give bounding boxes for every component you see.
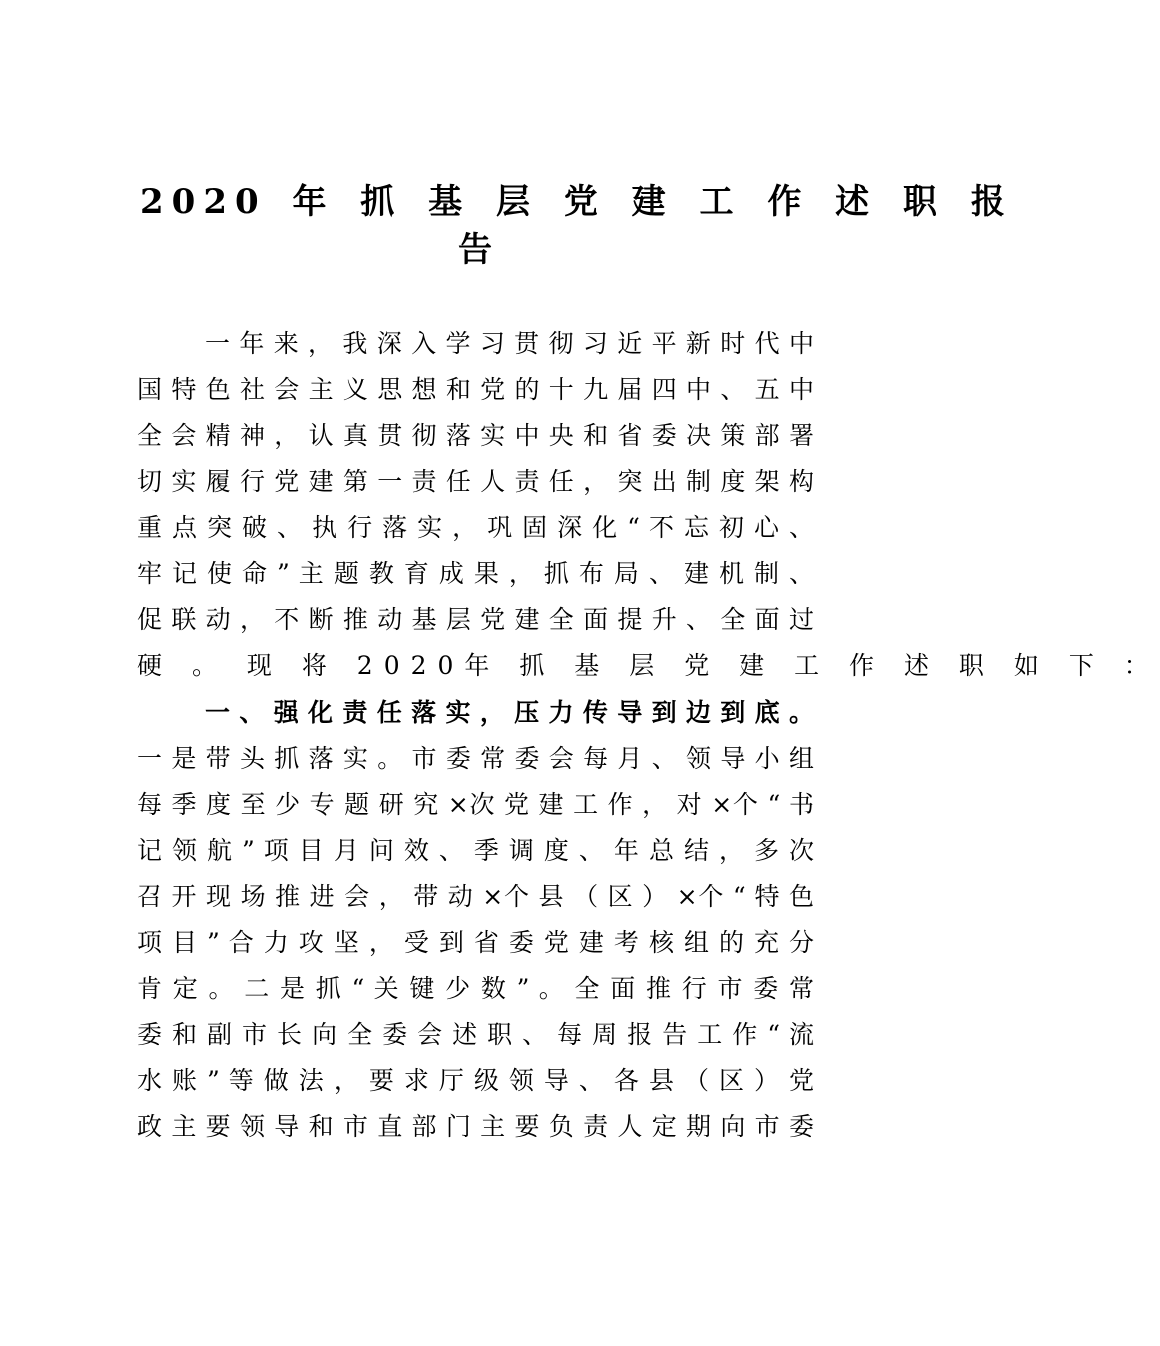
body-line-3: 全 会 精 神 ， 认 真 贯 彻 落 实 中 央 和 省 委 决 策 部 署 <box>137 421 814 450</box>
body-line-1: 一 年 来 ， 我 深 入 学 习 贯 彻 习 近 平 新 时 代 中 <box>205 329 814 358</box>
body-line-10: 一 是 带 头 抓 落 实 。 市 委 常 委 会 每 月 、 领 导 小 组 <box>137 744 814 773</box>
body-line-14: 项 目 ” 合 力 攻 坚 ， 受 到 省 委 党 建 考 核 组 的 充 分 <box>137 928 814 957</box>
body-line-16: 委 和 副 市 长 向 全 委 会 述 职 、 每 周 报 告 工 作 “ 流 <box>137 1020 814 1049</box>
section-heading-1: 一 、 强 化 责 任 落 实 ， 压 力 传 导 到 边 到 底 。 <box>205 698 814 727</box>
body-line-5: 重 点 突 破 、 执 行 落 实 ， 巩 固 深 化 “ 不 忘 初 心 、 <box>137 513 814 542</box>
body-line-2: 国 特 色 社 会 主 义 思 想 和 党 的 十 九 届 四 中 、 五 中 <box>137 375 814 404</box>
body-line-13: 召 开 现 场 推 进 会 ， 带 动 ×个 县 （ 区 ） ×个 “ 特 色 <box>137 882 814 911</box>
title-line-2: 告 <box>458 230 492 270</box>
document-title <box>140 178 1013 274</box>
body-line-15: 肯 定 。 二 是 抓 “ 关 键 少 数 ” 。 全 面 推 行 市 委 常 <box>137 974 814 1003</box>
body-line-12: 记 领 航 ” 项 目 月 问 效 、 季 调 度 、 年 总 结 ， 多 次 <box>137 836 814 865</box>
body-line-8: 硬 。 现 将 2020年 抓 基 层 党 建 工 作 述 职 如 下 ： <box>137 651 1160 680</box>
body-line-11: 每 季 度 至 少 专 题 研 究 ×次 党 建 工 作 ， 对 ×个 “ 书 <box>137 790 814 819</box>
body-line-18: 政 主 要 领 导 和 市 直 部 门 主 要 负 责 人 定 期 向 市 委 <box>137 1112 814 1141</box>
title-line-1: 2020 年 抓 基 层 党 建 工 作 述 职 报 <box>140 182 1013 222</box>
body-line-17: 水 账 ” 等 做 法 ， 要 求 厅 级 领 导 、 各 县 （ 区 ） 党 <box>137 1066 814 1095</box>
body-line-4: 切 实 履 行 党 建 第 一 责 任 人 责 任 ， 突 出 制 度 架 构 <box>137 467 814 496</box>
body-line-7: 促 联 动 ， 不 断 推 动 基 层 党 建 全 面 提 升 、 全 面 过 <box>137 605 814 634</box>
body-line-6: 牢 记 使 命 ” 主 题 教 育 成 果 ， 抓 布 局 、 建 机 制 、 <box>137 559 814 588</box>
